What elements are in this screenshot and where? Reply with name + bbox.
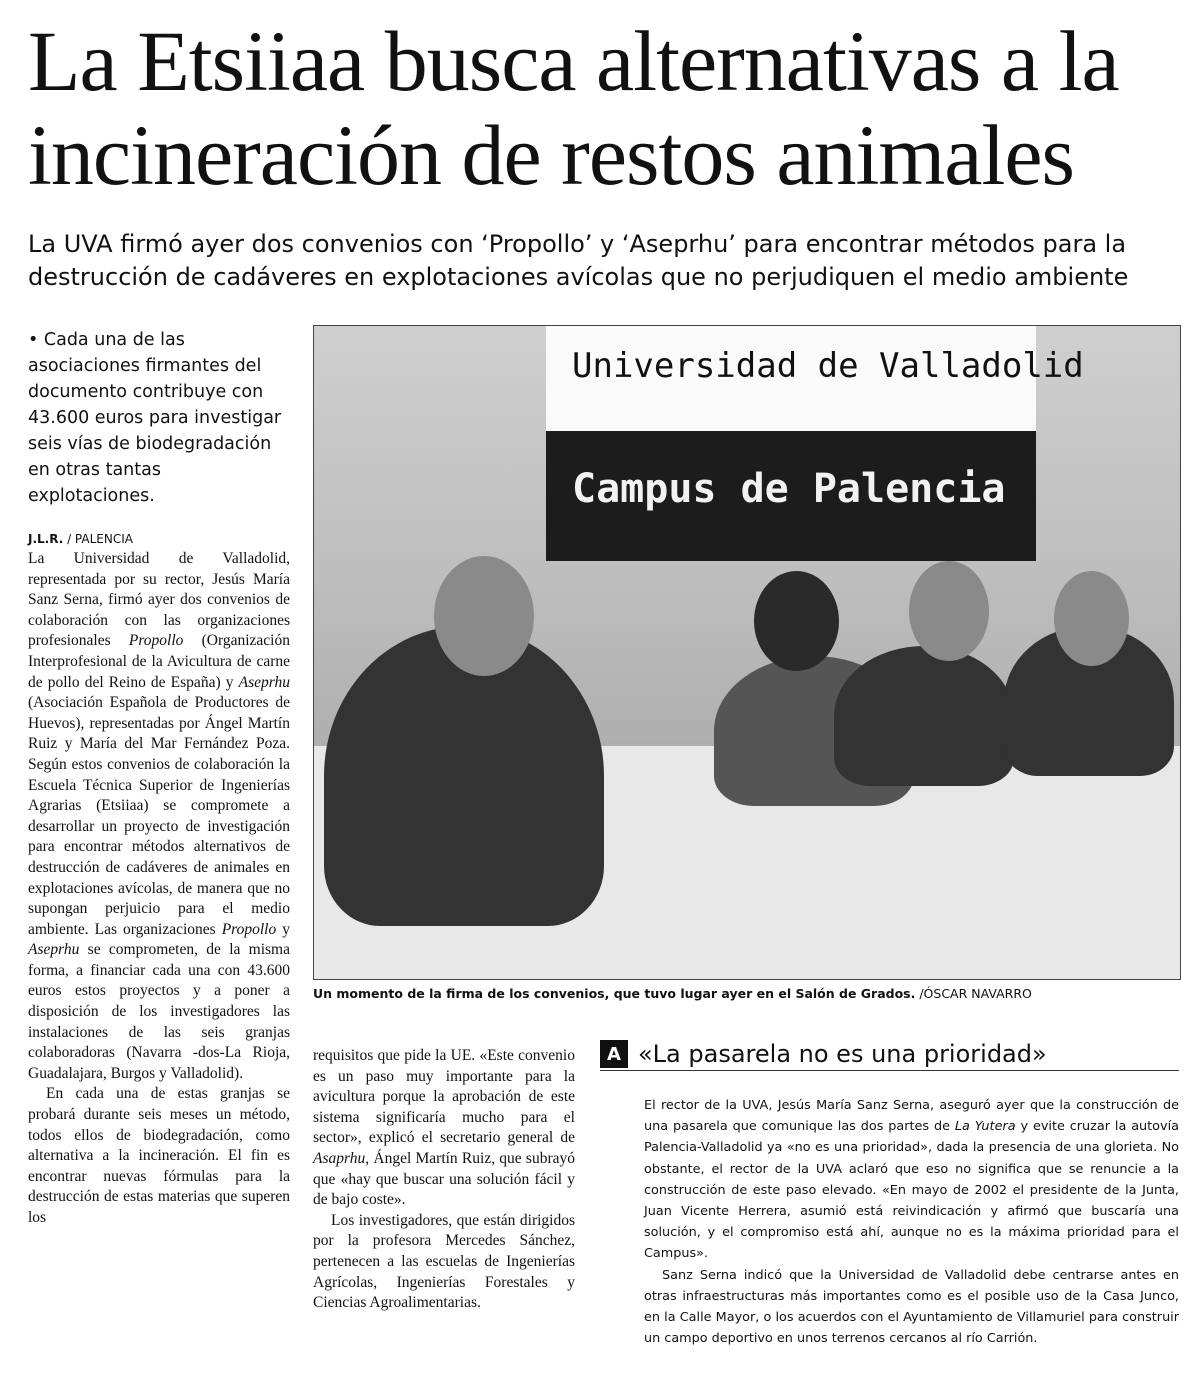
text-run: (Organización Interprofesional de la Avicultura de carne de pollo del Reino de España) y bbox=[28, 632, 290, 691]
highlight-summary: • Cada una de las asociaciones firmantes del documento contribuye con 43.600 euros para investigar seis vías de biodegradación en otras tantas explotaciones. bbox=[28, 330, 282, 506]
paragraph-3 bbox=[313, 1046, 575, 1211]
org-name: Asaprhu bbox=[313, 1149, 366, 1167]
text-run: La Universidad de Valladolid, representada por su rector, Jesús María Sanz Serna, firmó ayer dos convenios de colaboración con las organizaciones profesionales bbox=[28, 550, 290, 650]
org-name: Propollo bbox=[128, 632, 184, 650]
paragraph-2: En cada una de estas granjas se probará durante seis meses un método, todos ellos de biodegradación, como alternativa a la incineración. El fin es encontrar nuevas fórmulas para la destrucción de estas materias que superen los bbox=[28, 1085, 290, 1226]
sidebar-box-title: «La pasarela no es una prioridad» bbox=[638, 1040, 1047, 1068]
photo-head-2 bbox=[754, 571, 839, 671]
place-name: La Yutera bbox=[954, 1119, 1016, 1135]
org-name: Aseprhu bbox=[238, 673, 290, 691]
byline-author: J.L.R. bbox=[28, 532, 64, 546]
text-run: El rector de la UVA, Jesús María Sanz Serna, aseguró ayer que la construcción de una pasarela que comunique las dos partes de bbox=[644, 1098, 1179, 1135]
section-marker-icon: A bbox=[600, 1040, 628, 1068]
paragraph-4: Los investigadores, que están dirigidos por la profesora Mercedes Sánchez, pertenecen a las escuelas de Ingenierías Agrícolas, Ingenierías Forestales y Ciencias Agroalimentarias. bbox=[313, 1211, 575, 1312]
left-column bbox=[28, 327, 290, 1229]
byline-location: / PALENCIA bbox=[63, 532, 133, 546]
text-run: , Ángel Martín Ruiz, que subrayó que «hay que buscar una solución fácil y de bajo coste». bbox=[313, 1149, 575, 1209]
text-run: se comprometen, de la misma forma, a financiar cada una con 43.600 euros estos proyectos y a poner a disposición de los investigadores las instalaciones de las seis granjas colaboradoras (Navarra -dos-La Rioja, Guadalajara, Burgos y Valladolid). bbox=[28, 941, 290, 1082]
article-body-left bbox=[28, 549, 290, 1229]
byline bbox=[28, 531, 290, 547]
sidebar-box-body bbox=[600, 1095, 1179, 1349]
banner-text-university: Universidad de Valladolid bbox=[572, 346, 1084, 386]
deck-subtitle: La UVA firmó ayer dos convenios con ‘Propollo’ y ‘Aseprhu’ para encontrar métodos para la destrucción de cadáveres en explotaciones avícolas que no perjudiquen el medio ambiente bbox=[28, 230, 1129, 291]
sidebar-paragraph-1 bbox=[644, 1095, 1179, 1265]
org-name: Propollo bbox=[221, 920, 277, 938]
headline: La Etsiiaa busca alternativas a la incineración de restos animales bbox=[28, 13, 1119, 203]
org-name: Aseprhu bbox=[28, 941, 80, 959]
news-photo bbox=[313, 325, 1181, 980]
sidebar-paragraph-2: Sanz Serna indicó que la Universidad de Valladolid debe centrarse antes en otras infraestructuras más importantes como es el posible uso de la Casa Junco, en la Calle Mayor, o los acuerdos con el Ayuntamiento de Villamuriel para construir un campo deportivo en unos terrenos cercanos al río Carrión. bbox=[644, 1267, 1179, 1347]
paragraph-1 bbox=[28, 549, 290, 1084]
sidebar-box bbox=[600, 1040, 1179, 1349]
text-run: y evite cruzar la autovía Palencia-Valladolid ya «no es una prioridad», dada la presencia de una glorieta. No obstante, el rector de la UVA aclaró que eso no significa que se renuncie a la construcción de este paso elevado. «En mayo de 2002 el presidente de la Junta, Juan Vicente Herrera, asumió está reivindicación y afirmó que buscaría una solución, y el compromiso está ahí, aunque no es la máxima prioridad para el Campus». bbox=[644, 1119, 1179, 1262]
sidebar-box-header bbox=[600, 1040, 1179, 1071]
photo-head-4 bbox=[1054, 571, 1129, 666]
photo-person-3 bbox=[834, 646, 1014, 786]
caption-text: Un momento de la firma de los convenios, que tuvo lugar ayer en el Salón de Grados. bbox=[313, 986, 916, 1001]
photo-head-3 bbox=[909, 561, 989, 661]
photo-caption bbox=[313, 986, 1179, 1001]
text-run: requisitos que pide la UE. «Este convenio es un paso muy importante para la avicultura porque la aprobación de este sistema significaría mucho para el sector», explicó el secretario general de bbox=[313, 1047, 575, 1147]
article-body-middle bbox=[313, 1046, 575, 1314]
caption-credit: /ÓSCAR NAVARRO bbox=[915, 986, 1032, 1001]
photo-head-1 bbox=[434, 556, 534, 676]
banner-text-campus: Campus de Palencia bbox=[572, 466, 1006, 512]
text-run: (Asociación Española de Productores de Huevos), representadas por Ángel Martín Ruiz y María del Mar Fernández Poza. Según estos convenios de colaboración la Escuela Técnica Superior de Ingenierías Agrarias (Etsiiaa) se compromete a desarrollar un proyecto de investigación para encontrar métodos alternativos de destrucción de cadáveres de animales en explotaciones avícolas, de manera que no supongan perjuicio para el medio ambiente. Las organizaciones bbox=[28, 694, 290, 938]
text-run: y bbox=[276, 920, 290, 938]
